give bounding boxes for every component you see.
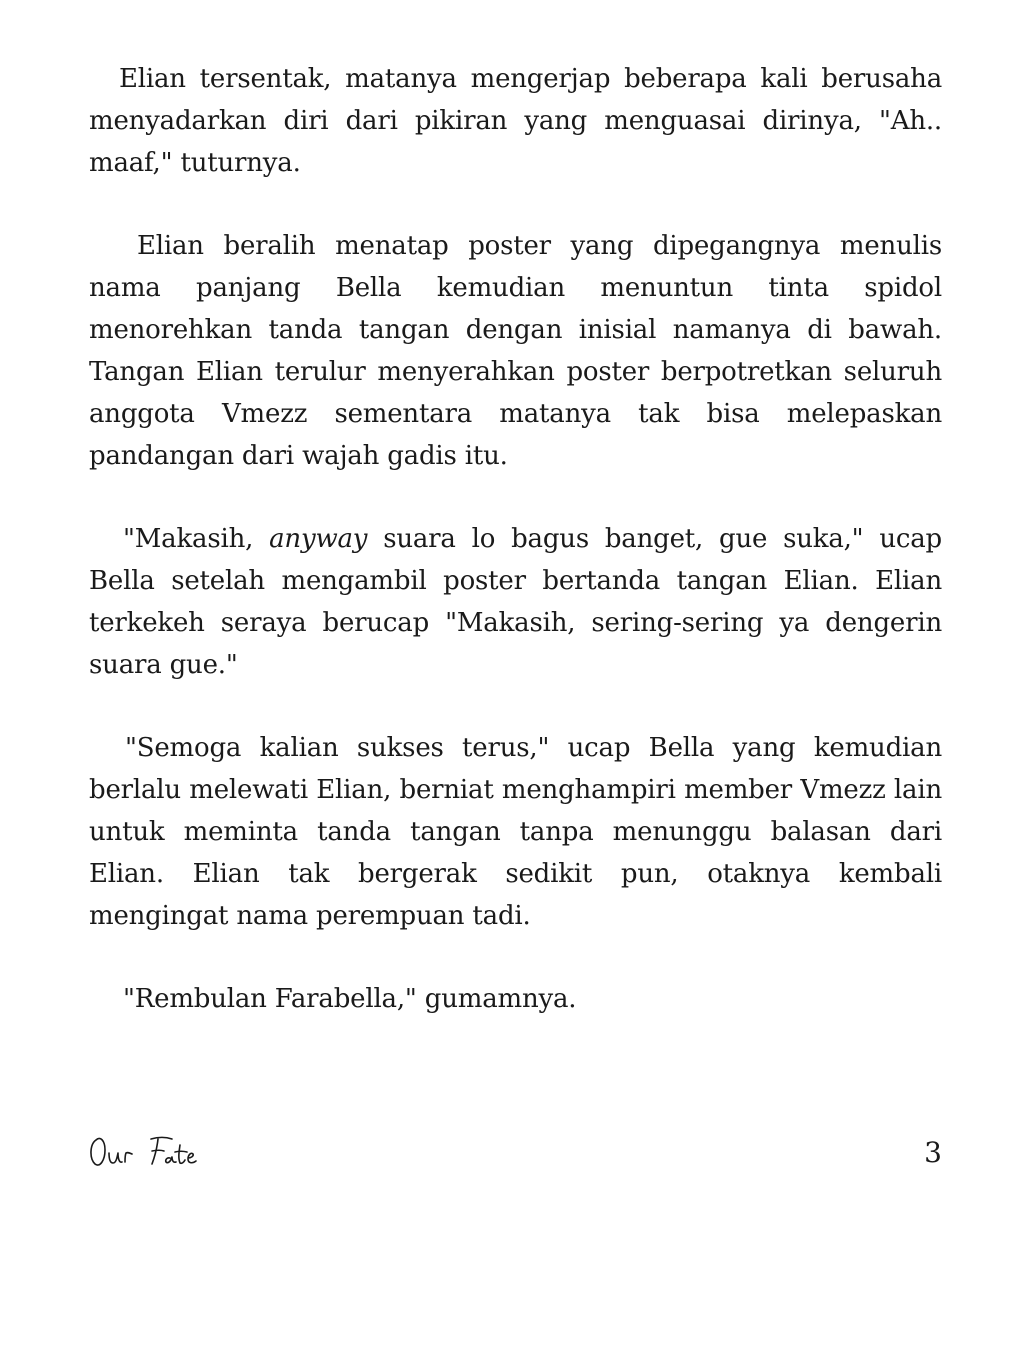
paragraph-3-italic: anyway: [269, 524, 368, 554]
paragraph-3-before-italic: "Makasih,: [123, 524, 270, 554]
paragraph-1: Elian tersentak, matanya mengerjap beberapa kali berusaha menyadarkan diri dari pikiran yang menguasai dirinya, "Ah.. maaf," tuturnya.: [89, 64, 942, 178]
paragraph-5: "Rembulan Farabella," gumamnya.: [123, 984, 577, 1014]
paragraph-2: Elian beralih menatap poster yang dipegangnya menulis nama panjang Bella kemudian menuntun tinta spidol menorehkan tanda tangan dengan inisial namanya di bawah. Tangan Elian terulur menyerahkan poster berpotretkan seluruh anggota Vmezz sementara matanya tak bisa melepaskan pandangan dari wajah gadis itu.: [89, 231, 942, 471]
paragraph-3-after-italic: suara lo bagus banget, gue suka," ucap Bella setelah mengambil poster bertanda tangan Elian. Elian terkekeh seraya berucap "Makasih, sering-sering ya dengerin suara gue.": [89, 524, 942, 680]
paragraph-4: "Semoga kalian sukses terus," ucap Bella yang kemudian berlalu melewati Elian, berniat menghampiri member Vmezz lain untuk meminta tanda tangan tanpa menunggu balasan dari Elian. Elian tak bergerak sedikit pun, otaknya kembali mengingat nama perempuan tadi.: [89, 733, 942, 931]
signature-script-graphic: [88, 1128, 208, 1174]
page-number: 3: [924, 1136, 942, 1169]
paragraph-3: [89, 518, 942, 686]
signature-logo: [88, 1128, 208, 1174]
document-body: [89, 58, 942, 1061]
